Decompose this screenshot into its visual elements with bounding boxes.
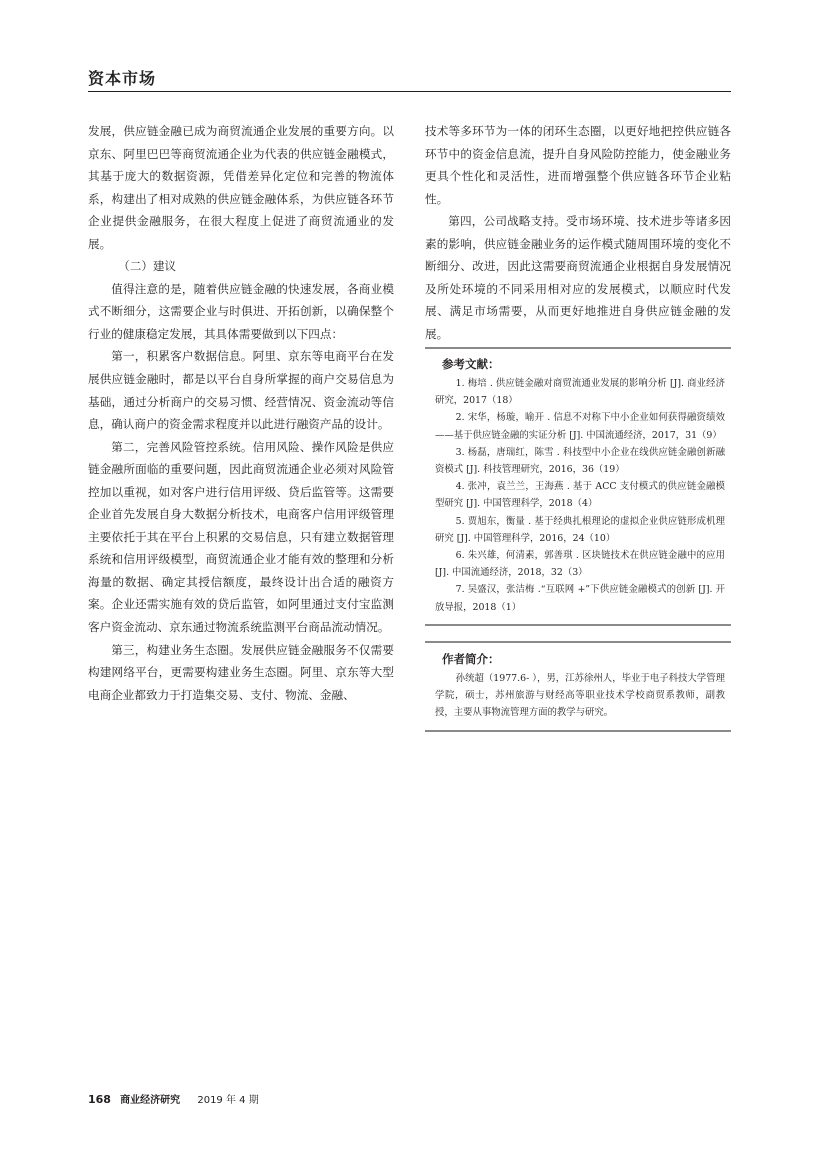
page-footer [88,1091,259,1106]
body-paragraph: 技术等多环节为一体的闭环生态圈，以更好地把控供应链各环节中的资金信息流，提升自身风险防控能力，使金融业务更具个性化和灵活性，进而增强整个供应链各环节企业粘性。 [425,124,731,206]
reference-item: 5. 贾旭东，衡量 . 基于经典扎根理论的虚拟企业供应链形成机理研究 [J]. 中国管理科学，2016，24（10） [435,515,725,544]
subheading-suggestions: （二）建议 [118,259,177,274]
section-header-title: 资本市场 [88,69,157,88]
author-bio-box [425,641,731,732]
page-number: 168 [88,1093,111,1106]
body-paragraph: 第一，积累客户数据信息。阿里、京东等电商平台在发展供应链金融时，都是以平台自身所掌握的商户交易信息为基础，通过分析商户的交易习惯、经营情况、资金流动等信息，确认商户的资金需求程度并以此进行融资产品的设计。 [88,349,394,432]
body-paragraph: 第四，公司战略支持。受市场环境、技术进步等诸多因素的影响，供应链金融业务的运作模式随周围环境的变化不断细分、改进，因此这需要商贸流通企业根据自身发展情况及所处环境的不同采用相对应的发展模式，以顺应时代发展、满足市场需要，从而更好地推进自身供应链金融的发展。 [425,214,731,341]
reference-item: 7. 吴盛汉，张洁梅 .“互联网 +”下供应链金融模式的创新 [J]. 开放导报，2018（1） [435,584,725,613]
issue-label: 2019 年 4 期 [197,1095,259,1106]
body-paragraph: 第三，构建业务生态圈。发展供应链金融服务不仅需要构建网络平台，更需要构建业务生态圈。阿里、京东等大型电商企业都致力于打造集交易、支付、物流、金融、 [88,642,394,702]
reference-item: 6. 朱兴雄，何清素，郭善琪 . 区块链技术在供应链金融中的应用 [J]. 中国流通经济，2018，32（3） [435,550,725,579]
reference-item: 2. 宋华，杨璇，喻开 . 信息不对称下中小企业如何获得融资绩效——基于供应链金融的实证分析 [J]. 中国流通经济，2017，31（9） [435,412,725,441]
author-bio-title: 作者简介： [442,652,500,666]
left-column [88,120,394,706]
reference-item: 4. 张冲，袁兰兰，王海燕 . 基于 ACC 支付模式的供应链金融模型研究 [J]. 中国管理科学，2018（4） [435,481,725,510]
body-paragraph: 发展，供应链金融已成为商贸流通企业发展的重要方向。以京东、阿里巴巴等商贸流通企业为代表的供应链金融模式，其基于庞大的数据资源，凭借差异化定位和完善的物流体系，构建出了相对成熟的供应链金融体系，为供应链各环节企业提供金融服务，在很大程度上促进了商贸流通业的发展。 [88,124,394,251]
body-paragraph: 第二，完善风险管控系统。信用风险、操作风险是供应链金融所面临的重要问题，因此商贸流通企业必须对风险管控加以重视，如对客户进行信用评级、贷后监管等。这需要企业首先发展自身大数据分析技术，电商客户信用评级管理主要依托于其在平台上积累的交易信息，只有建立数据管理系统和信用评级模型，商贸流通企业才能有效的整理和分析海量的数据、确定其授信额度，最终设计出合适的融资方案。企业还需实施有效的贷后监管，如阿里通过支付宝监测客户资金流动、京东通过物流系统监测平台商品流动情况。 [88,439,394,635]
reference-item: 1. 梅培 . 供应链金融对商贸流通业发展的影响分析 [J]. 商业经济研究，2017（18） [435,378,725,407]
journal-name: 商业经济研究 [120,1095,181,1106]
reference-item: 3. 杨磊，唐瑞红，陈雪 . 科技型中小企业在线供应链金融创新融资模式 [J]. 科技管理研究，2016，36（19） [435,446,725,476]
body-paragraph: 值得注意的是，随着供应链金融的快速发展，各商业模式不断细分，这需要企业与时俱进、开拓创新，以确保整个行业的健康稳定发展，其具体需要做到以下四点： [88,281,394,341]
header-rule [88,91,731,92]
right-column [425,120,731,345]
references-title: 参考文献： [442,357,500,371]
references-box [425,347,731,626]
author-bio-text: 孙统超（1977.6- ），男，江苏徐州人，毕业于电子科技大学管理学院，硕士，苏州旅游与财经高等职业技术学校商贸系教师，副教授，主要从事物流管理方面的教学与研究。 [435,673,725,719]
